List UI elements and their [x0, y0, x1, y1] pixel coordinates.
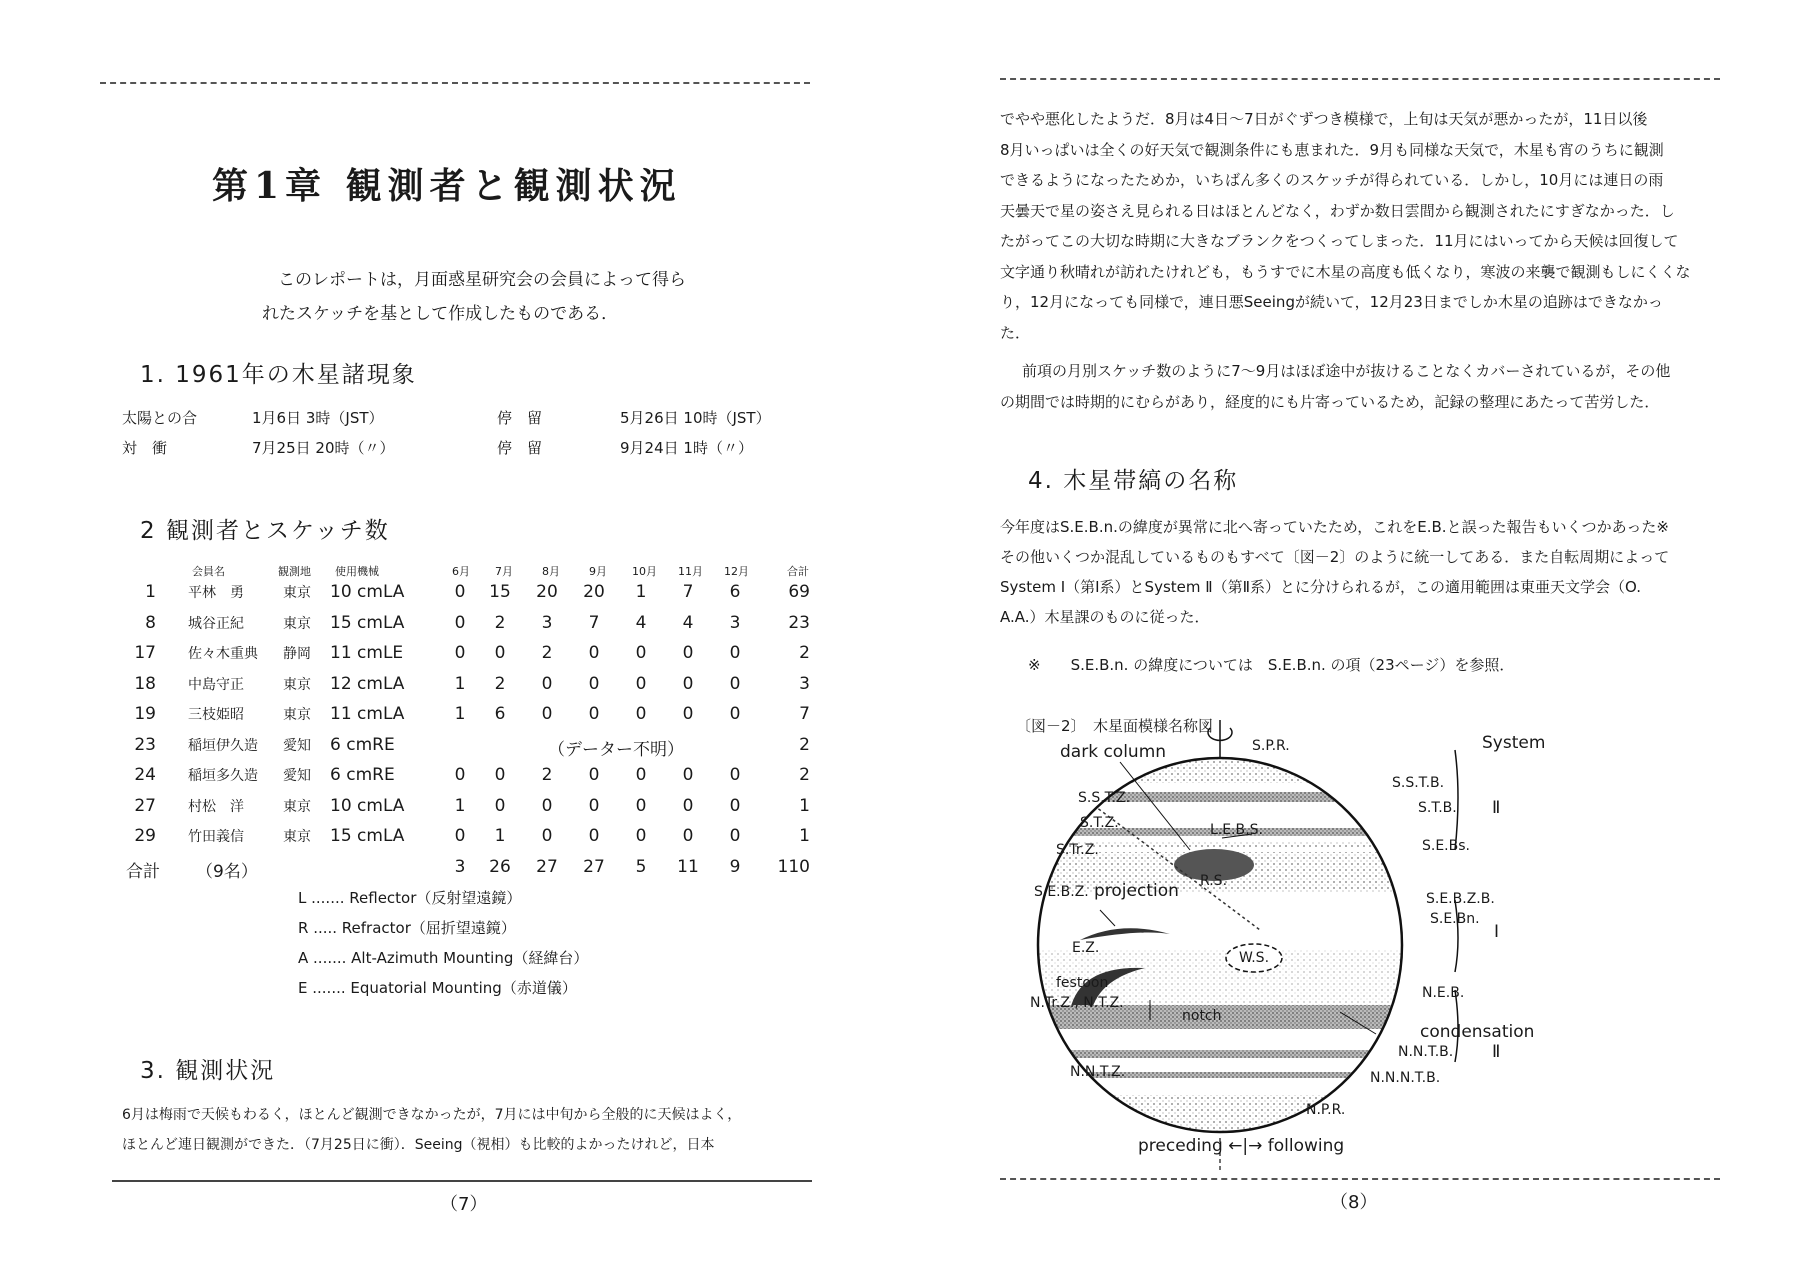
- member-number: 19: [134, 704, 156, 724]
- label-sebz: S.E.B.Z.: [1034, 884, 1089, 900]
- label-strz: S.Tr.Z.: [1056, 842, 1099, 858]
- table-header-cell: 8月: [542, 565, 560, 578]
- monthly-total: 27: [583, 856, 605, 877]
- monthly-count: 20: [583, 582, 605, 602]
- table-header-cell: 観測地: [278, 565, 311, 578]
- label-sstb: S.S.T.B.: [1392, 775, 1445, 791]
- monthly-count: 2: [494, 612, 506, 633]
- member-name: 稲垣伊久造: [188, 737, 258, 754]
- intro-line-2: れたスケッチを基として作成したものである．: [262, 304, 619, 324]
- instrument: 11 cmLA: [330, 704, 405, 724]
- member-name: 城谷正紀: [188, 615, 244, 632]
- monthly-count: 1: [454, 795, 466, 816]
- event-label: 停 留: [497, 409, 543, 427]
- member-name: 竹田義信: [188, 829, 244, 845]
- paragraph-line: でやや悪化したようだ．8月は4日～7日がぐずつき模様で，上旬は天気が悪かったが，11日以後: [1000, 110, 1648, 128]
- monthly-count: 1: [494, 826, 506, 846]
- monthly-count: 0: [494, 765, 506, 785]
- section2-heading: 2 観測者とスケッチ数: [140, 518, 390, 544]
- member-name: 稲垣多久造: [188, 768, 258, 784]
- monthly-count: 0: [682, 826, 694, 846]
- row-total: 23: [788, 612, 810, 633]
- event-label: 停 留: [497, 439, 543, 457]
- monthly-count: 0: [635, 826, 647, 846]
- label-stb: S.T.B.: [1418, 800, 1457, 816]
- monthly-count: 0: [729, 643, 741, 663]
- table-header-cell: 11月: [678, 565, 703, 578]
- monthly-count: 0: [682, 643, 694, 663]
- monthly-count: 6: [494, 704, 506, 724]
- row-total: 69: [788, 582, 810, 602]
- figure-caption: 〔図－2〕 木星面模様名称図: [1016, 717, 1214, 735]
- monthly-count: 0: [588, 795, 600, 816]
- member-number: 24: [134, 765, 156, 785]
- monthly-count: 0: [541, 795, 553, 816]
- member-number: 27: [134, 795, 156, 816]
- monthly-count: 0: [588, 704, 600, 724]
- label-spr: S.P.R.: [1252, 738, 1290, 754]
- label-condensation: condensation: [1420, 1022, 1535, 1042]
- section4-line: 今年度はS.E.B.n.の緯度が異常に北へ寄っていたため，これをE.B.と誤った報告もいくつかあった※: [1000, 518, 1669, 536]
- observation-place: 東京: [283, 615, 311, 632]
- jupiter-diagram: [960, 700, 1760, 1170]
- member-number: 23: [134, 734, 156, 755]
- legend-line: A ....... Alt-Azimuth Mounting（経緯台）: [298, 949, 589, 967]
- row-total: 2: [799, 643, 810, 663]
- monthly-count: 6: [729, 582, 741, 602]
- label-system-2: Ⅱ: [1492, 798, 1501, 818]
- row-total: 7: [799, 704, 810, 724]
- right-page: [960, 0, 1800, 1272]
- member-name: 佐々木重典: [188, 646, 258, 662]
- paragraph-line: 文字通り秋晴れが訪れたけれども，もうすでに木星の高度も低くなり，寒波の来襲で観測もしにくくな: [1000, 262, 1691, 281]
- observation-place: 静岡: [283, 646, 311, 662]
- observation-place: 東京: [283, 707, 311, 723]
- member-name: 村松 洋: [188, 798, 244, 815]
- monthly-count: 1: [454, 704, 466, 724]
- table-header-cell: 12月: [724, 565, 749, 578]
- row-total: 1: [799, 795, 810, 816]
- label-stz: S.T.Z.: [1080, 815, 1119, 831]
- label-neb: N.E.B.: [1422, 985, 1465, 1001]
- instrument: 6 cmRE: [330, 765, 395, 785]
- event-label: 太陽との合: [122, 409, 198, 427]
- instrument: 15 cmLA: [330, 612, 405, 633]
- monthly-count: 0: [494, 795, 506, 816]
- instrument: 11 cmLE: [330, 643, 404, 663]
- bottom-rule: [112, 1180, 812, 1182]
- member-number: 18: [134, 673, 156, 694]
- table-header-cell: 9月: [589, 565, 607, 578]
- page-number: （7）: [440, 1194, 488, 1215]
- monthly-count: 0: [454, 612, 466, 633]
- instrument: 12 cmLA: [330, 673, 405, 694]
- member-number: 8: [145, 612, 156, 633]
- monthly-total: 27: [536, 856, 558, 877]
- row-total: 2: [799, 734, 810, 755]
- label-sstz: S.S.T.Z.: [1078, 790, 1131, 806]
- monthly-count: 0: [729, 826, 741, 846]
- monthly-count: 0: [541, 704, 553, 724]
- instrument: 6 cmRE: [330, 734, 395, 755]
- monthly-count: 0: [635, 795, 647, 816]
- monthly-count: 0: [729, 673, 741, 694]
- paragraph-line: 前項の月別スケッチ数のように7～9月はほぼ途中が抜けることなくカバーされているが，その他: [1022, 362, 1671, 380]
- top-rule: [100, 82, 810, 84]
- table-header-cell: 7月: [495, 565, 513, 578]
- row-total: 1: [799, 826, 810, 846]
- member-name: 平林 勇: [188, 585, 244, 601]
- paragraph-line: た．: [1000, 323, 1031, 342]
- monthly-count: 7: [588, 612, 600, 633]
- instrument: 10 cmLA: [330, 582, 405, 602]
- label-preceding-following: preceding ←|→ following: [1138, 1136, 1345, 1156]
- member-number: 1: [145, 582, 156, 602]
- monthly-count: 0: [682, 795, 694, 816]
- monthly-count: 15: [489, 582, 511, 602]
- grand-total: 110: [777, 856, 810, 877]
- monthly-count: 0: [635, 673, 647, 694]
- section4-line: その他いくつか混乱しているものもすべて〔図－2〕のように統一してある．また自転周期によって: [1000, 548, 1670, 566]
- paragraph-line: たがってこの大切な時期に大きなブランクをつくってしまった．11月にはいってから天候は回復して: [1000, 232, 1679, 250]
- label-nnntb: N.N.N.T.B.: [1370, 1070, 1441, 1086]
- label-ws: W.S.: [1239, 950, 1270, 966]
- chapter-title: 第1章 観測者と観測状況: [212, 165, 682, 207]
- observation-place: 愛知: [283, 768, 311, 784]
- label-system-1: Ⅰ: [1494, 922, 1500, 942]
- label-nntb: N.N.T.B.: [1398, 1044, 1454, 1060]
- section4-line: System Ⅰ（第Ⅰ系）とSystem Ⅱ（第Ⅱ系）とに分けられるが，この適用範囲は東亜天文学会（O.: [1000, 578, 1641, 596]
- monthly-count: 0: [729, 704, 741, 724]
- label-system: System: [1482, 733, 1546, 753]
- paragraph-line: 天曇天で星の姿さえ見られる日はほとんどなく，わずか数日雲間から観測されたにすぎなかった．し: [1000, 201, 1675, 220]
- row-total: 3: [799, 673, 810, 694]
- monthly-count: 3: [541, 612, 553, 633]
- monthly-total: 26: [489, 856, 511, 877]
- data-note: （データー不明）: [548, 739, 684, 760]
- page-number: （8）: [1330, 1192, 1378, 1213]
- label-festoon: festoon: [1056, 975, 1109, 991]
- event-value: 1月6日 3時（JST）: [252, 409, 384, 427]
- observation-place: 東京: [283, 585, 311, 601]
- monthly-count: 4: [635, 612, 647, 633]
- nntb-band: [1030, 1050, 1410, 1058]
- monthly-count: 0: [588, 673, 600, 694]
- top-rule: [1000, 78, 1720, 80]
- monthly-count: 0: [682, 673, 694, 694]
- label-sebs: S.E.Bs.: [1422, 838, 1470, 854]
- observation-place: 東京: [283, 676, 311, 693]
- label-sebzb: S.E.B.Z.B.: [1426, 891, 1495, 907]
- monthly-total: 11: [677, 856, 699, 877]
- intro-line-1: このレポートは，月面惑星研究会の会員によって得ら: [278, 270, 686, 290]
- table-header-cell: 6月: [452, 565, 470, 578]
- monthly-count: 0: [588, 826, 600, 846]
- member-name: 中島守正: [188, 676, 244, 693]
- monthly-count: 0: [494, 643, 506, 663]
- monthly-count: 0: [729, 765, 741, 785]
- paragraph-line: できるようになったためか，いちばん多くのスケッチが得られている．しかし，10月には連日の雨: [1000, 171, 1664, 189]
- left-page: [0, 0, 880, 1272]
- monthly-count: 3: [729, 612, 741, 633]
- monthly-count: 1: [454, 673, 466, 694]
- table-header-cell: 会員名: [192, 565, 225, 578]
- total-label: 合計: [126, 861, 160, 882]
- section4-line: A.A.）木星課のものに従った．: [1000, 608, 1210, 626]
- event-label: 対 衝: [122, 439, 168, 457]
- monthly-count: 0: [682, 765, 694, 785]
- label-ntrz: N.Tr.Z., N.T.Z.: [1030, 995, 1124, 1011]
- monthly-total: 3: [454, 856, 466, 877]
- monthly-count: 0: [454, 826, 466, 846]
- event-value: 7月25日 20時（〃）: [252, 439, 395, 457]
- monthly-count: 0: [588, 643, 600, 663]
- monthly-count: 0: [454, 582, 466, 602]
- label-lebs: L.E.B.S.: [1210, 822, 1263, 838]
- section1-heading: 1. 1961年の木星諸現象: [140, 362, 417, 388]
- instrument: 10 cmLA: [330, 795, 405, 816]
- member-number: 29: [134, 826, 156, 846]
- label-notch: notch: [1182, 1008, 1222, 1024]
- monthly-count: 2: [494, 673, 506, 694]
- event-value: 5月26日 10時（JST）: [620, 409, 771, 427]
- label-sebn: S.E.Bn.: [1430, 911, 1480, 927]
- label-system-2: Ⅱ: [1492, 1042, 1501, 1062]
- monthly-count: 0: [729, 795, 741, 816]
- row-total: 2: [799, 765, 810, 785]
- paragraph-line: の期間では時期的にむらがあり，経度的にも片寄っているため，記録の整理にあたって苦労した．: [1000, 392, 1660, 411]
- table-header-cell: 使用機械: [335, 565, 379, 578]
- monthly-count: 1: [635, 582, 647, 602]
- monthly-count: 0: [682, 704, 694, 724]
- bottom-rule: [1000, 1178, 1720, 1180]
- monthly-count: 0: [541, 673, 553, 694]
- event-value: 9月24日 1時（〃）: [620, 439, 753, 457]
- label-npr: N.P.R.: [1306, 1102, 1346, 1118]
- section3-heading: 3. 観測状況: [140, 1058, 276, 1084]
- member-number: 17: [134, 643, 156, 663]
- label-rs: R.S.: [1200, 873, 1228, 889]
- north-polar-region: [1030, 1095, 1410, 1135]
- legend-line: E ....... Equatorial Mounting（赤道儀）: [298, 979, 577, 997]
- table-header-cell: 10月: [632, 565, 657, 578]
- monthly-count: 4: [682, 612, 694, 633]
- monthly-count: 2: [541, 643, 553, 663]
- monthly-total: 9: [729, 856, 741, 877]
- paragraph-line: り，12月になっても同様で，連日悪Seeingが続いて，12月23日までしか木星の追跡はできなかっ: [1000, 293, 1663, 311]
- section4-heading: 4. 木星帯縞の名称: [1028, 468, 1239, 494]
- observation-place: 東京: [283, 829, 311, 845]
- label-dark-column: dark column: [1060, 742, 1167, 762]
- legend-line: L ....... Reflector（反射望遠鏡）: [298, 889, 522, 907]
- monthly-count: 0: [541, 826, 553, 846]
- observation-place: 愛知: [283, 737, 311, 754]
- monthly-total: 5: [635, 856, 647, 877]
- monthly-count: 0: [588, 765, 600, 785]
- label-ez: E.Z.: [1072, 940, 1100, 956]
- monthly-count: 0: [635, 765, 647, 785]
- section3-line: ほとんど連日観測ができた．（7月25日に衝）．Seeing（視相）も比較的よかったけれど，日本: [122, 1137, 715, 1153]
- monthly-count: 0: [454, 643, 466, 663]
- monthly-count: 20: [536, 582, 558, 602]
- label-nntz: N.N.T.Z.: [1070, 1064, 1126, 1080]
- monthly-count: 0: [454, 765, 466, 785]
- monthly-count: 2: [541, 765, 553, 785]
- observation-place: 東京: [283, 798, 311, 815]
- paragraph-line: 8月いっぱいは全くの好天気で観測条件にも恵まれた．9月も同様な天気で，木星も宵のうちに観測: [1000, 140, 1664, 159]
- monthly-count: 0: [635, 643, 647, 663]
- total-member-count: （9名）: [196, 861, 258, 882]
- latitude-note: ※ S.E.B.n. の緯度については S.E.B.n. の項（23ページ）を参照．: [1028, 656, 1515, 674]
- table-header-cell: 合計: [787, 565, 809, 578]
- instrument: 15 cmLA: [330, 826, 405, 846]
- legend-line: R ..... Refractor（屈折望遠鏡）: [298, 919, 516, 937]
- monthly-count: 7: [682, 582, 694, 602]
- member-name: 三枝姫昭: [188, 707, 244, 723]
- monthly-count: 0: [635, 704, 647, 724]
- section3-line: 6月は梅雨で天候もわるく，ほとんど観測できなかったが，7月には中旬から全般的に天候はよく，: [122, 1107, 742, 1123]
- label-projection: projection: [1094, 881, 1179, 901]
